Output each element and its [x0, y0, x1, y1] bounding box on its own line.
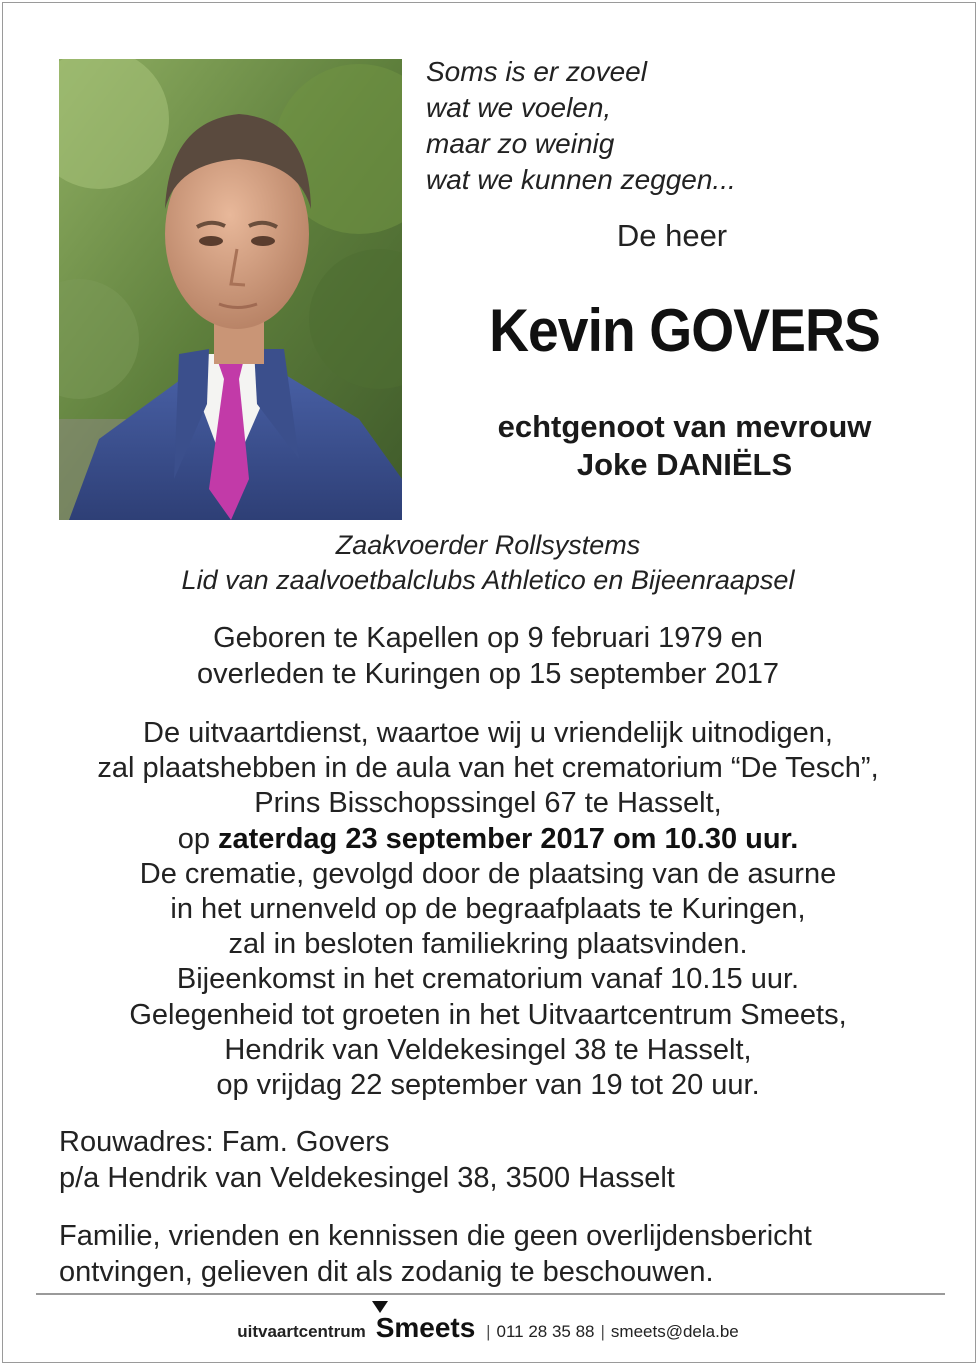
ceremony-line: De uitvaartdienst, waartoe wij u vriendelijk uitnodigen,: [143, 717, 833, 749]
footer-separator: |: [486, 1322, 491, 1341]
ceremony-date: zaterdag 23 september 2017 om 10.30 uur.: [218, 822, 799, 855]
ceremony-line: op vrijdag 22 september van 19 tot 20 uur.: [216, 1069, 760, 1102]
address-line: Rouwadres: Fam. Govers: [59, 1126, 390, 1158]
death-line: overleden te Kuringen op 15 september 2017: [196, 658, 780, 690]
ceremony-date-prefix: op: [177, 822, 210, 855]
ceremony-line: De crematie, gevolgd door de plaatsing van de asurne: [139, 857, 837, 890]
mourning-address: [59, 1124, 939, 1196]
address-line: p/a Hendrik van Veldekesingel 38, 3500 Hasselt: [59, 1162, 675, 1194]
role-line: Zaakvoerder Rollsystems: [335, 530, 641, 560]
footer-label: uitvaartcentrum: [237, 1322, 366, 1341]
footer-phone: 011 28 35 88: [496, 1322, 595, 1341]
notice-line: ontvingen, gelieven dit als zodanig te beschouwen.: [59, 1256, 714, 1288]
deceased-name: Kevin GOVERS: [489, 297, 880, 364]
poem: [426, 54, 946, 198]
poem-line: maar zo weinig: [426, 128, 615, 159]
ceremony-line: Prins Bisschopssingel 67 te Hasselt,: [254, 787, 722, 820]
honorific: De heer: [616, 218, 728, 253]
footer-brand: Smeets: [375, 1312, 476, 1343]
footer-divider: [36, 1293, 945, 1295]
footer-separator: |: [600, 1322, 605, 1341]
ceremony-line: in het urnenveld op de begraafplaats te Kuringen,: [170, 893, 806, 926]
poem-line: Soms is er zoveel: [426, 56, 647, 87]
ceremony-details: [0, 716, 976, 1103]
spouse-info: [412, 408, 957, 484]
ceremony-line: zal in besloten familiekring plaatsvinden.: [228, 928, 748, 961]
poem-line: wat we kunnen zeggen...: [426, 164, 736, 195]
spouse-line: echtgenoot van mevrouw: [497, 409, 872, 444]
role-line: Lid van zaalvoetbalclubs Athletico en Bijeenraapsel: [181, 565, 795, 595]
poem-line: wat we voelen,: [426, 92, 612, 123]
ceremony-date-line: [0, 822, 976, 857]
spouse-name: Joke DANIËLS: [576, 447, 793, 482]
notice: [59, 1218, 939, 1290]
roles: [0, 528, 976, 598]
footer: [0, 1312, 976, 1344]
ceremony-line: Hendrik van Veldekesingel 38 te Hasselt,: [224, 1033, 752, 1066]
ceremony-line: zal plaatshebben in de aula van het crematorium “De Tesch”,: [97, 752, 879, 785]
notice-line: Familie, vrienden en kennissen die geen overlijdensbericht: [59, 1220, 812, 1252]
birth-line: Geboren te Kapellen op 9 februari 1979 en: [213, 622, 763, 654]
ceremony-line: Bijeenkomst in het crematorium vanaf 10.15 uur.: [176, 963, 800, 996]
ceremony-line: Gelegenheid tot groeten in het Uitvaartcentrum Smeets,: [129, 998, 847, 1031]
footer-email: smeets@dela.be: [610, 1322, 739, 1341]
portrait-photo: [59, 59, 402, 520]
life-dates: [0, 620, 976, 692]
